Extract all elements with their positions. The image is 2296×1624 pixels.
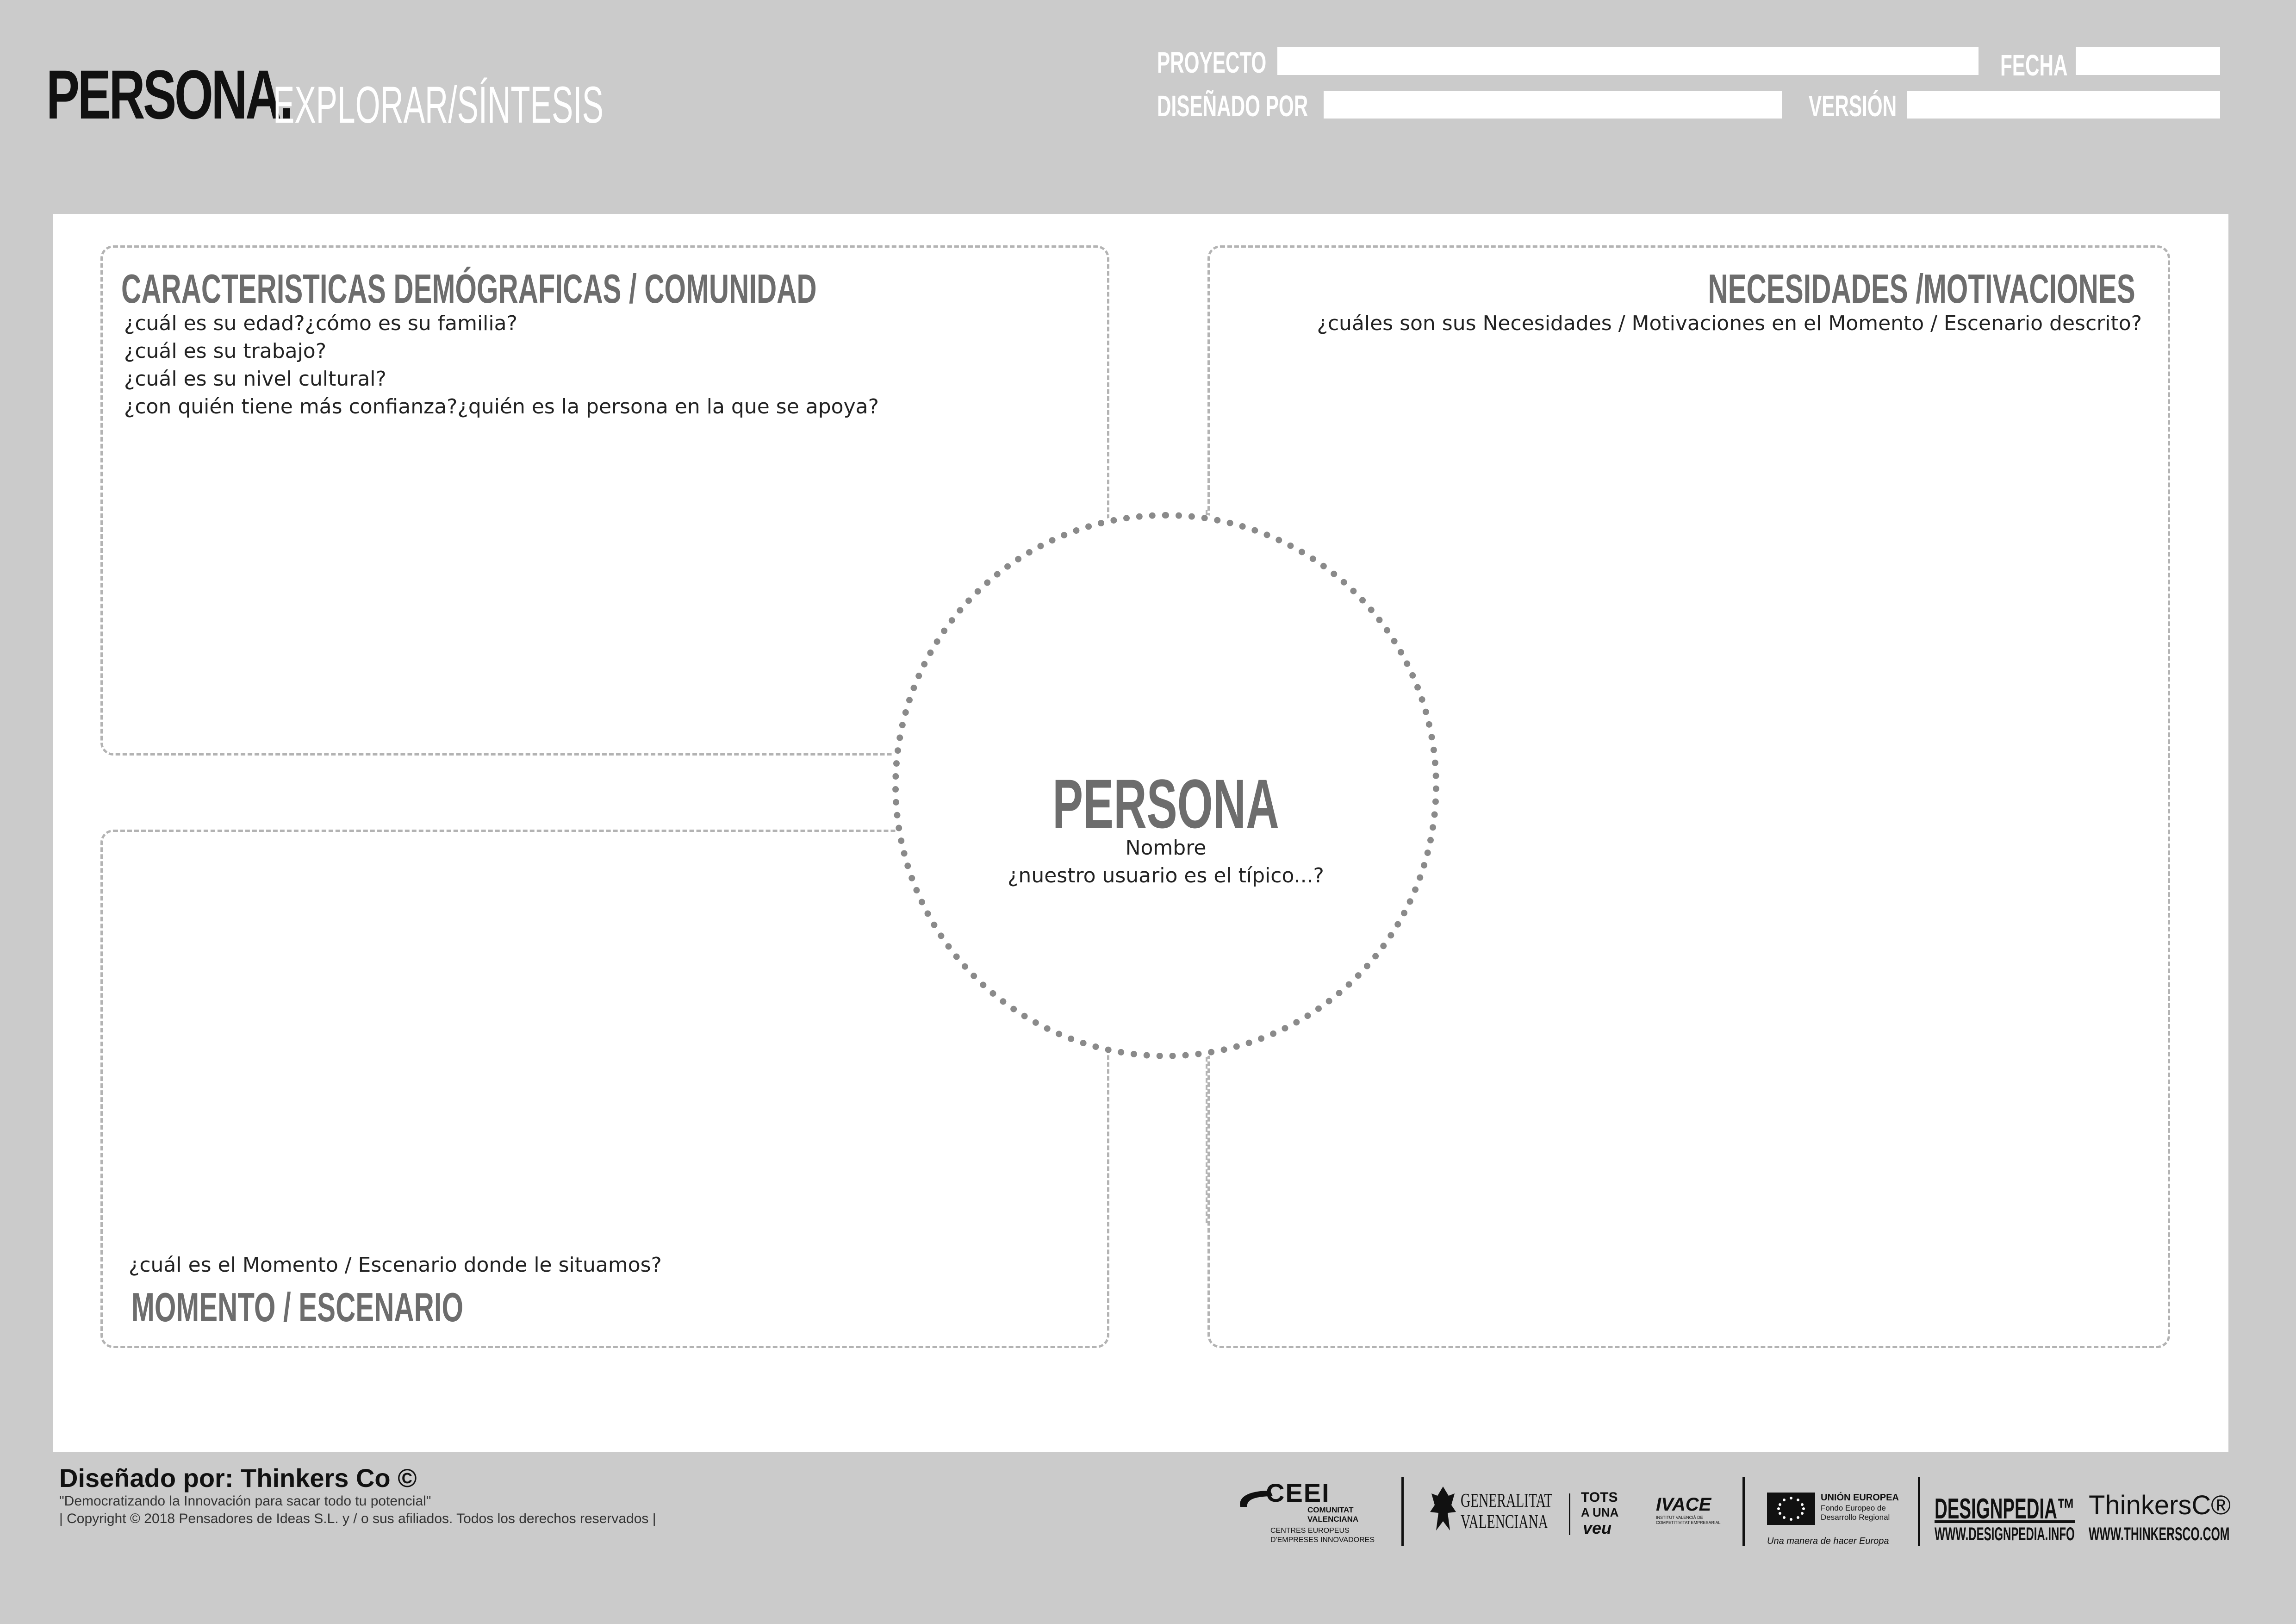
separator: [1918, 1477, 1920, 1546]
moment-title: MOMENTO / ESCENARIO: [131, 1284, 464, 1330]
disenado-por-field[interactable]: [1324, 91, 1782, 119]
bat-crest-icon: [1429, 1484, 1457, 1535]
fecha-field[interactable]: [2076, 47, 2220, 75]
demographics-line-3: ¿cuál es su nivel cultural?: [124, 367, 386, 391]
designpedia-logo: DESIGNPEDIA™ WWW.DESIGNPEDIA.INFO: [1935, 1493, 2075, 1544]
demographics-line-1: ¿cuál es su edad?¿cómo es su familia?: [124, 312, 517, 335]
footer-designed-by: Diseñado por: Thinkers Co ©: [59, 1463, 417, 1493]
demographics-line-4: ¿con quién tiene más confianza?¿quién es la persona en la que se apoya?: [124, 395, 879, 418]
footer-tagline: "Democratizando la Innovación para sacar todo tu potencial": [59, 1493, 431, 1509]
persona-title: PERSONA: [1052, 765, 1279, 843]
fecha-label: FECHA: [2000, 49, 2068, 82]
version-label: VERSIÓN: [1809, 89, 1897, 123]
separator: [1742, 1477, 1745, 1546]
needs-title: NECESIDADES /MOTIVACIONES: [1708, 266, 2135, 312]
proyecto-field[interactable]: [1277, 47, 1979, 75]
moment-line: ¿cuál es el Momento / Escenario donde le situamos?: [129, 1253, 662, 1277]
demographics-title: CARACTERISTICAS DEMÓGRAFICAS / COMUNIDAD: [121, 266, 817, 312]
ivace-logo: IVACE INSTITUT VALENCIÀ DE COMPETITIVITAT EMPRESARIAL: [1656, 1494, 1721, 1525]
persona-question: ¿nuestro usuario es el típico...?: [1008, 864, 1324, 887]
disenado-por-label: DISEÑADO POR: [1157, 89, 1308, 123]
eu-flag-icon: [1767, 1493, 1815, 1525]
brand-title: PERSONA.: [46, 56, 292, 133]
needs-line: ¿cuáles son sus Necesidades / Motivaciones en el Momento / Escenario descrito?: [1317, 312, 2142, 335]
demographics-line-2: ¿cuál es su trabajo?: [124, 339, 327, 363]
separator: [1401, 1477, 1404, 1546]
persona-name-label: Nombre: [1125, 836, 1207, 860]
proyecto-label: PROYECTO: [1157, 46, 1267, 79]
persona-circle[interactable]: [892, 512, 1439, 1059]
brand-subtitle: EXPLORAR/SÍNTESIS: [273, 76, 604, 134]
thinkersco-logo: ThinkersC® WWW.THINKERSCO.COM: [2089, 1490, 2231, 1544]
version-field[interactable]: [1907, 91, 2220, 119]
footer-copyright: | Copyright © 2018 Pensadores de Ideas S.L. y / o sus afiliados. Todos los derechos reservados |: [59, 1511, 656, 1526]
